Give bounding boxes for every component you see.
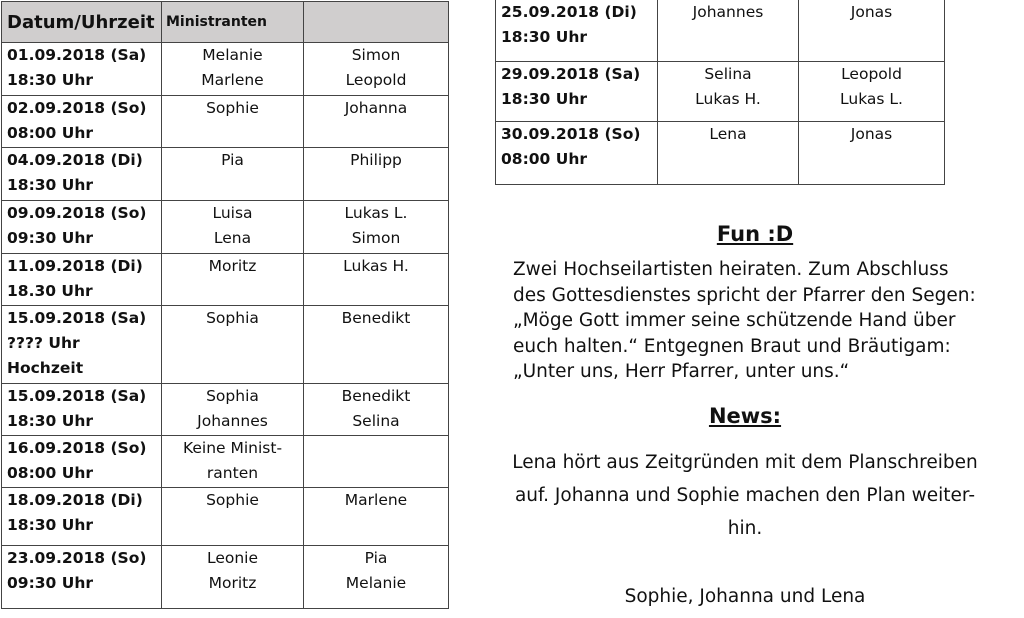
server-cell-2 bbox=[304, 436, 449, 488]
server-cell-2 bbox=[304, 201, 449, 254]
server-cell-2 bbox=[304, 96, 449, 148]
news-line: auf. Johanna und Sophie machen den Plan weiter- bbox=[514, 485, 976, 506]
server-cell-1 bbox=[162, 201, 304, 254]
schedule-row bbox=[2, 546, 449, 609]
schedule-row bbox=[2, 254, 449, 306]
cell-line: Lukas H. bbox=[695, 90, 761, 108]
server-cell-2 bbox=[304, 254, 449, 306]
server-cell-1 bbox=[162, 254, 304, 306]
schedule-table-left bbox=[1, 1, 449, 609]
cell-line: Pia bbox=[364, 549, 388, 567]
server-cell-1 bbox=[162, 96, 304, 148]
date-cell bbox=[2, 384, 162, 436]
cell-line: Hochzeit bbox=[7, 359, 84, 377]
date-cell bbox=[2, 488, 162, 546]
cell-line: Lukas L. bbox=[840, 90, 903, 108]
schedule-row bbox=[2, 488, 449, 546]
date-cell bbox=[2, 254, 162, 306]
cell-line: Sophie bbox=[206, 491, 259, 509]
fun-line: Zwei Hochseilartisten heiraten. Zum Abschluss bbox=[513, 259, 949, 280]
cell-line: Selina bbox=[352, 412, 400, 430]
cell-line: Philipp bbox=[350, 151, 402, 169]
schedule-row bbox=[2, 148, 449, 201]
cell-line: Benedikt bbox=[341, 387, 411, 405]
cell-line: 18:30 Uhr bbox=[501, 28, 587, 46]
cell-line: 18:30 Uhr bbox=[7, 176, 93, 194]
server-cell-2 bbox=[799, 62, 945, 122]
date-cell bbox=[2, 546, 162, 609]
date-cell bbox=[2, 306, 162, 384]
server-cell-1 bbox=[162, 436, 304, 488]
cell-line: 08:00 Uhr bbox=[7, 124, 93, 142]
server-cell-1 bbox=[162, 546, 304, 609]
cell-line: 18.30 Uhr bbox=[7, 282, 93, 300]
cell-line: Luisa bbox=[212, 204, 253, 222]
cell-line: 04.09.2018 (Di) bbox=[7, 151, 143, 169]
cell-line: Lena bbox=[213, 229, 252, 247]
cell-line: Jonas bbox=[850, 3, 893, 21]
cell-line: 01.09.2018 (Sa) bbox=[7, 46, 147, 64]
server-cell-2 bbox=[799, 0, 945, 62]
server-cell-1 bbox=[162, 43, 304, 96]
cell-line: Moritz bbox=[208, 574, 257, 592]
date-cell bbox=[2, 148, 162, 201]
header-row bbox=[2, 2, 449, 43]
cell-line: Benedikt bbox=[341, 309, 411, 327]
cell-line: 23.09.2018 (So) bbox=[7, 549, 147, 567]
fun-line: „Unter uns, Herr Pfarrer, unter uns.“ bbox=[513, 361, 850, 382]
server-cell-1 bbox=[162, 384, 304, 436]
cell-line: ???? Uhr bbox=[7, 334, 80, 352]
cell-line: 08:00 Uhr bbox=[7, 464, 93, 482]
schedule-row bbox=[2, 436, 449, 488]
cell-line: Johanna bbox=[344, 99, 408, 117]
cell-line: 09.09.2018 (So) bbox=[7, 204, 147, 222]
news-line: hin. bbox=[727, 518, 763, 539]
cell-line: Leopold bbox=[345, 71, 407, 89]
cell-line: 18:30 Uhr bbox=[7, 516, 93, 534]
cell-line: Marlene bbox=[201, 71, 264, 89]
server-cell-1 bbox=[658, 62, 799, 122]
cell-line: 15.09.2018 (Sa) bbox=[7, 387, 147, 405]
cell-line: 09:30 Uhr bbox=[7, 229, 93, 247]
cell-line: 18.09.2018 (Di) bbox=[7, 491, 143, 509]
cell-line: Sophia bbox=[206, 309, 259, 327]
fun-line: euch halten.“ Entgegnen Braut und Bräutigam: bbox=[513, 335, 951, 357]
cell-line: 16.09.2018 (So) bbox=[7, 439, 147, 457]
schedule-row bbox=[2, 201, 449, 254]
cell-line: Simon bbox=[351, 46, 401, 64]
cell-line: 11.09.2018 (Di) bbox=[7, 257, 143, 275]
cell-line: Pia bbox=[221, 151, 244, 169]
cell-line: Melanie bbox=[345, 574, 407, 592]
server-cell-2 bbox=[304, 306, 449, 384]
server-cell-1 bbox=[658, 0, 799, 62]
news-text bbox=[490, 446, 1000, 545]
news-line: Lena hört aus Zeitgründen mit dem Planschreiben bbox=[512, 452, 978, 473]
schedule-row bbox=[2, 306, 449, 384]
cell-line: Leonie bbox=[206, 549, 259, 567]
server-cell-1 bbox=[162, 488, 304, 546]
cell-line: 18:30 Uhr bbox=[501, 90, 587, 108]
fun-text bbox=[513, 257, 1003, 385]
cell-line: 18:30 Uhr bbox=[7, 412, 93, 430]
cell-line: Melanie bbox=[202, 46, 263, 64]
header-servers: Ministranten bbox=[162, 2, 304, 43]
server-cell-2 bbox=[304, 384, 449, 436]
schedule-row bbox=[496, 122, 945, 185]
cell-line: Lena bbox=[709, 125, 747, 143]
date-cell bbox=[2, 201, 162, 254]
cell-line: 29.09.2018 (Sa) bbox=[501, 65, 641, 83]
server-cell-1 bbox=[162, 148, 304, 201]
date-cell bbox=[2, 43, 162, 96]
cell-line: 08:00 Uhr bbox=[501, 150, 587, 168]
signature: Sophie, Johanna und Lena bbox=[624, 586, 866, 607]
cell-line: 25.09.2018 (Di) bbox=[501, 3, 637, 21]
cell-line: 15.09.2018 (Sa) bbox=[7, 309, 147, 327]
date-cell bbox=[496, 62, 658, 122]
date-cell bbox=[2, 436, 162, 488]
server-cell-2 bbox=[304, 148, 449, 201]
date-cell bbox=[496, 122, 658, 185]
fun-title: Fun :D bbox=[716, 222, 794, 246]
cell-line: Jonas bbox=[850, 125, 893, 143]
date-cell bbox=[2, 96, 162, 148]
cell-line: Keine Minist- bbox=[182, 439, 283, 457]
news-title: News: bbox=[708, 404, 782, 428]
header-date: Datum/Uhrzeit bbox=[2, 2, 162, 43]
cell-line: Moritz bbox=[208, 257, 257, 275]
cell-line: 02.09.2018 (So) bbox=[7, 99, 147, 117]
cell-line: Lukas L. bbox=[344, 204, 408, 222]
header-extra bbox=[304, 2, 449, 43]
schedule-row bbox=[2, 384, 449, 436]
schedule-row bbox=[2, 43, 449, 96]
cell-line: 30.09.2018 (So) bbox=[501, 125, 641, 143]
fun-line: „Möge Gott immer seine schützende Hand über bbox=[513, 310, 956, 331]
cell-line: Sophie bbox=[206, 99, 259, 117]
cell-line: Marlene bbox=[344, 491, 408, 509]
cell-line: Johannes bbox=[692, 3, 764, 21]
server-cell-2 bbox=[799, 122, 945, 185]
server-cell-2 bbox=[304, 43, 449, 96]
fun-line: des Gottesdienstes spricht der Pfarrer den Segen: bbox=[513, 284, 976, 306]
cell-line: Selina bbox=[704, 65, 752, 83]
server-cell-1 bbox=[162, 306, 304, 384]
server-cell-2 bbox=[304, 546, 449, 609]
server-cell-2 bbox=[304, 488, 449, 546]
cell-line: Sophia bbox=[206, 387, 259, 405]
server-cell-1 bbox=[658, 122, 799, 185]
cell-line: Simon bbox=[351, 229, 401, 247]
schedule-row bbox=[496, 0, 945, 62]
cell-line: 09:30 Uhr bbox=[7, 574, 93, 592]
cell-line: 18:30 Uhr bbox=[7, 71, 93, 89]
cell-line: ranten bbox=[206, 464, 259, 482]
date-cell bbox=[496, 0, 658, 62]
schedule-row bbox=[496, 62, 945, 122]
schedule-row bbox=[2, 96, 449, 148]
cell-line: Lukas H. bbox=[343, 257, 409, 275]
cell-line: Johannes bbox=[197, 412, 268, 430]
schedule-table-right bbox=[495, 0, 945, 185]
cell-line: Leopold bbox=[841, 65, 902, 83]
